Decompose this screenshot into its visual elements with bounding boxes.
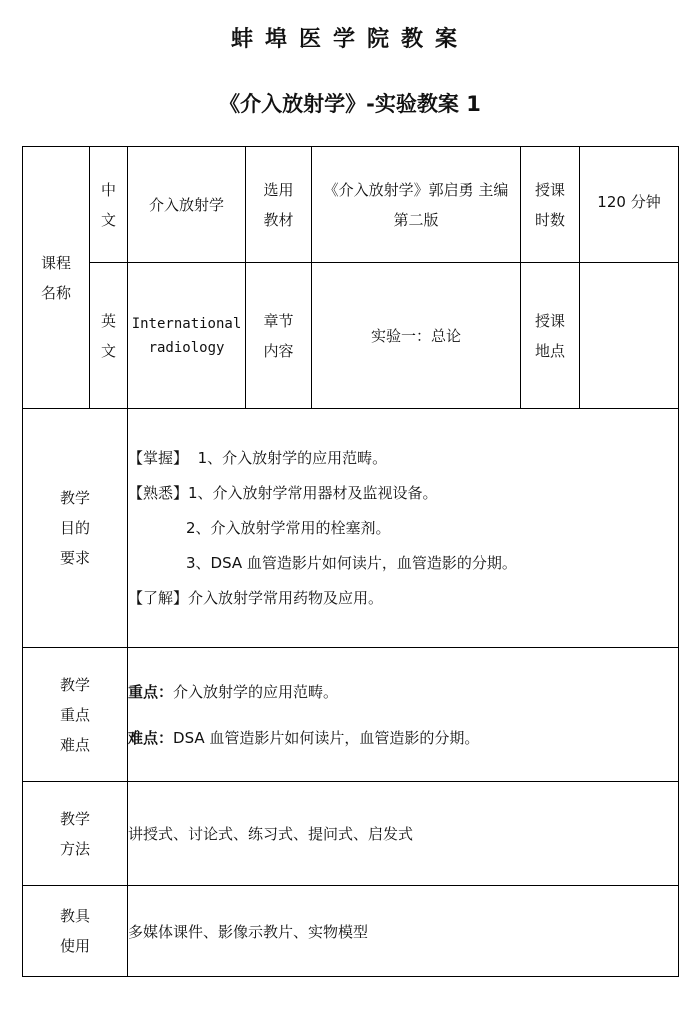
methods-label: 教学 方法 (23, 782, 128, 886)
tools-content: 多媒体课件、影像示教片、实物模型 (128, 886, 679, 977)
master-line: 【掌握】 1、介入放射学的应用范畴。 (128, 448, 388, 467)
objectives-content (128, 409, 679, 648)
textbook-value: 《介入放射学》郭启勇 主编 第二版 (312, 147, 521, 263)
lesson-plan-table (22, 146, 679, 977)
key-points-label: 教学 重点 难点 (23, 648, 128, 782)
tools-label: 教具 使用 (23, 886, 128, 977)
hours-label: 授课 时数 (521, 147, 580, 263)
key-point-line: 重点：介入放射学的应用范畴。 (128, 682, 339, 701)
course-title: 《介入放射学》-实验教案 1 (219, 92, 481, 116)
place-label: 授课 地点 (521, 263, 580, 409)
institution-title: 蚌埠医学院教案 (230, 27, 469, 52)
chinese-course-name: 介入放射学 (128, 147, 246, 263)
place-value (580, 263, 679, 409)
chinese-label: 中 文 (90, 147, 128, 263)
methods-content: 讲授式、讨论式、练习式、提问式、启发式 (128, 782, 679, 886)
familiar-item-3: 3、DSA 血管造影片如何读片，血管造影的分期。 (186, 553, 517, 572)
objectives-label: 教学 目的 要求 (23, 409, 128, 648)
key-points-content (128, 648, 679, 782)
chapter-label: 章节 内容 (246, 263, 312, 409)
hours-value: 120 分钟 (580, 147, 679, 263)
understand-line: 【了解】介入放射学常用药物及应用。 (128, 588, 384, 607)
course-name-label: 课程 名称 (23, 147, 90, 409)
english-course-name: International radiology (128, 263, 246, 409)
familiar-line: 【熟悉】1、介入放射学常用器材及监视设备。 (128, 483, 438, 502)
familiar-item-2: 2、介入放射学常用的栓塞剂。 (186, 518, 391, 537)
chapter-value: 实验一：总论 (312, 263, 521, 409)
difficult-point-line: 难点：DSA 血管造影片如何读片，血管造影的分期。 (128, 728, 480, 747)
english-label: 英 文 (90, 263, 128, 409)
textbook-label: 选用 教材 (246, 147, 312, 263)
